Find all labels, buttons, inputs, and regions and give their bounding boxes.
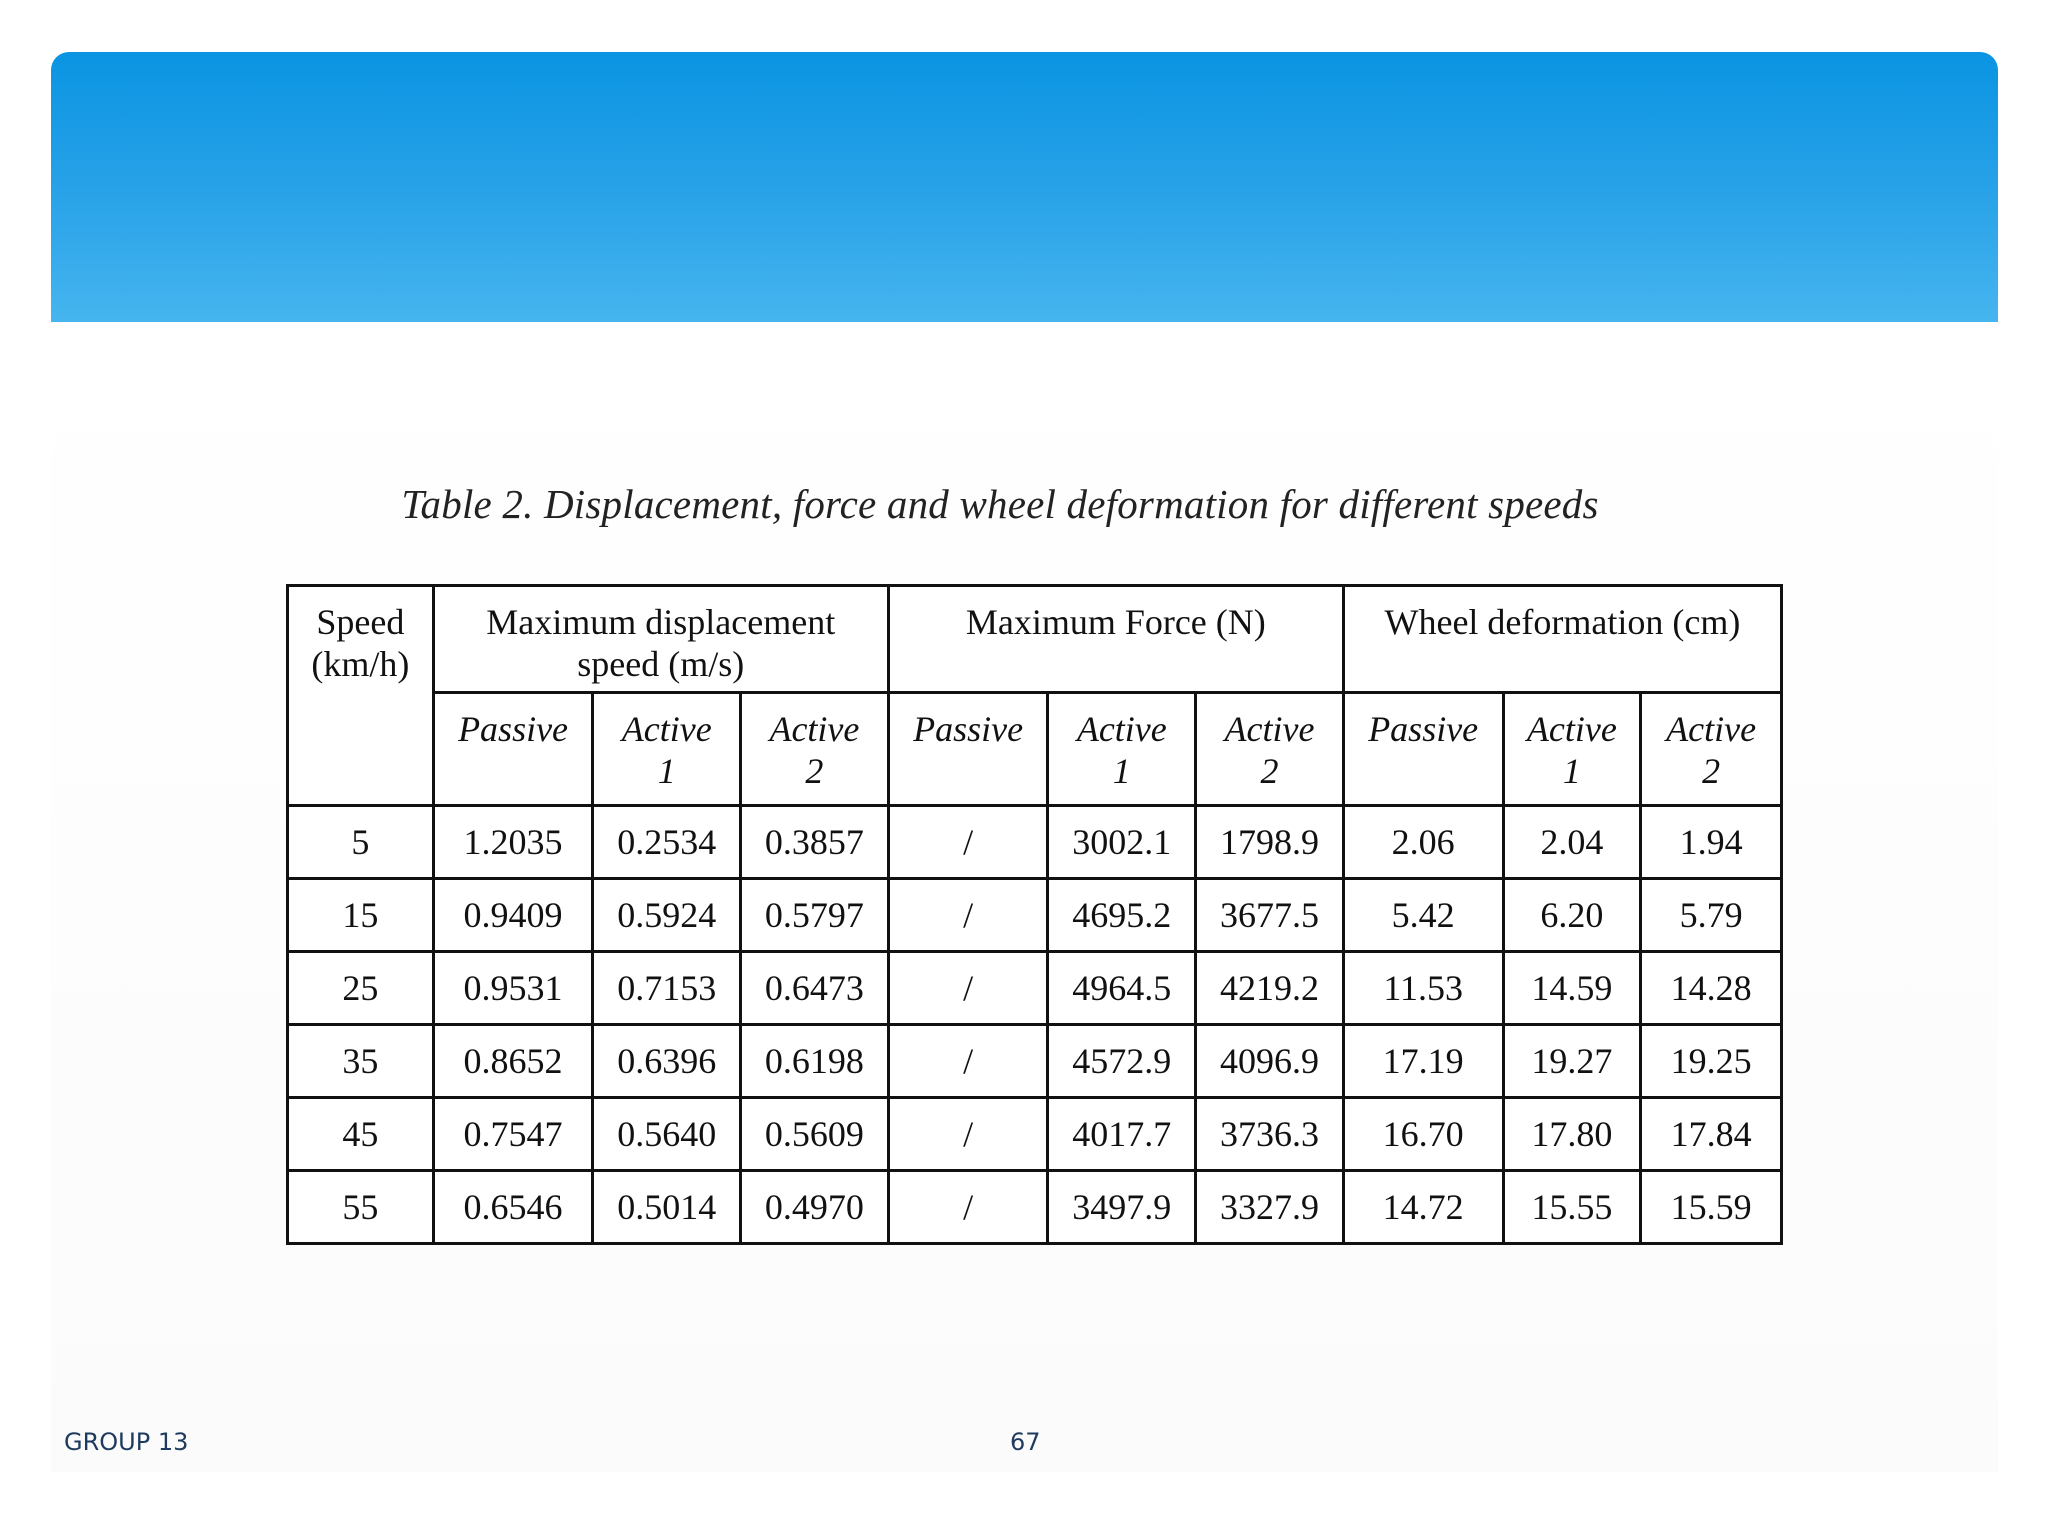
table-cell: 3002.1 — [1048, 806, 1196, 879]
data-table — [286, 584, 1783, 1245]
table-cell: 0.3857 — [741, 806, 889, 879]
table-cell: 0.8652 — [433, 1025, 593, 1098]
table-cell: 0.9409 — [433, 879, 593, 952]
subheader-cell: Active 2 — [1641, 693, 1782, 806]
subheader-cell: Active 1 — [593, 693, 741, 806]
table-cell: 0.6198 — [741, 1025, 889, 1098]
table-cell: 15.59 — [1641, 1171, 1782, 1244]
table-cell: 4219.2 — [1196, 952, 1344, 1025]
table-cell: 1798.9 — [1196, 806, 1344, 879]
page-number: 67 — [1010, 1428, 1041, 1456]
table-cell: 1.94 — [1641, 806, 1782, 879]
table-cell: 4572.9 — [1048, 1025, 1196, 1098]
table-cell: 11.53 — [1343, 952, 1503, 1025]
table-subheader-row — [288, 693, 1782, 806]
table-row — [288, 806, 1782, 879]
table-cell: 0.5924 — [593, 879, 741, 952]
table-caption: Table 2. Displacement, force and wheel deformation for different speeds — [401, 481, 1599, 527]
table-cell: 16.70 — [1343, 1098, 1503, 1171]
table-row — [288, 879, 1782, 952]
table-cell: 4017.7 — [1048, 1098, 1196, 1171]
table-cell: 0.5609 — [741, 1098, 889, 1171]
table-cell: 0.9531 — [433, 952, 593, 1025]
table-cell: 6.20 — [1503, 879, 1641, 952]
table-cell: 19.25 — [1641, 1025, 1782, 1098]
subheader-cell: Active 1 — [1048, 693, 1196, 806]
table-cell: 0.6546 — [433, 1171, 593, 1244]
table-cell: 2.04 — [1503, 806, 1641, 879]
table-cell: 0.6473 — [741, 952, 889, 1025]
table-row — [288, 1171, 1782, 1244]
table-cell: 14.59 — [1503, 952, 1641, 1025]
table-cell: 5.42 — [1343, 879, 1503, 952]
table-row — [288, 1025, 1782, 1098]
table-cell: 17.84 — [1641, 1098, 1782, 1171]
subheader-cell: Passive — [888, 693, 1048, 806]
header-deformation: Wheel deformation (cm) — [1343, 586, 1781, 693]
subheader-cell: Passive — [433, 693, 593, 806]
subheader-cell: Active 2 — [741, 693, 889, 806]
table-cell: 5.79 — [1641, 879, 1782, 952]
table-cell: 3327.9 — [1196, 1171, 1344, 1244]
speed-cell: 15 — [288, 879, 434, 952]
table-cell: / — [888, 1025, 1048, 1098]
table-cell: / — [888, 1171, 1048, 1244]
speed-cell: 35 — [288, 1025, 434, 1098]
slide-header-band — [51, 52, 1998, 322]
table-cell: 2.06 — [1343, 806, 1503, 879]
table-cell: 0.6396 — [593, 1025, 741, 1098]
header-speed: Speed (km/h) — [288, 586, 434, 806]
table-cell: / — [888, 879, 1048, 952]
table-cell: 14.28 — [1641, 952, 1782, 1025]
table-cell: 0.7153 — [593, 952, 741, 1025]
table-row — [288, 1098, 1782, 1171]
subheader-cell: Active 2 — [1196, 693, 1344, 806]
table-cell: 4695.2 — [1048, 879, 1196, 952]
speed-cell: 25 — [288, 952, 434, 1025]
table-cell: 17.19 — [1343, 1025, 1503, 1098]
header-displacement: Maximum displacement speed (m/s) — [433, 586, 888, 693]
table-cell: 0.2534 — [593, 806, 741, 879]
table-cell: / — [888, 1098, 1048, 1171]
table-body — [288, 806, 1782, 1244]
table-cell: 1.2035 — [433, 806, 593, 879]
table-cell: 14.72 — [1343, 1171, 1503, 1244]
table-cell: 3677.5 — [1196, 879, 1344, 952]
table-cell: 0.5797 — [741, 879, 889, 952]
table-cell: 0.5014 — [593, 1171, 741, 1244]
table-cell: 15.55 — [1503, 1171, 1641, 1244]
table-cell: 3736.3 — [1196, 1098, 1344, 1171]
table-cell: / — [888, 952, 1048, 1025]
speed-cell: 45 — [288, 1098, 434, 1171]
table-cell: 0.7547 — [433, 1098, 593, 1171]
table-cell: 3497.9 — [1048, 1171, 1196, 1244]
speed-cell: 55 — [288, 1171, 434, 1244]
table-cell: 4964.5 — [1048, 952, 1196, 1025]
subheader-cell: Active 1 — [1503, 693, 1641, 806]
table-cell: 0.4970 — [741, 1171, 889, 1244]
table-cell: 4096.9 — [1196, 1025, 1344, 1098]
speed-cell: 5 — [288, 806, 434, 879]
subheader-cell: Passive — [1343, 693, 1503, 806]
footer-group-label: GROUP 13 — [64, 1428, 189, 1456]
table-cell: 17.80 — [1503, 1098, 1641, 1171]
table-cell: / — [888, 806, 1048, 879]
table-row — [288, 952, 1782, 1025]
table-cell: 19.27 — [1503, 1025, 1641, 1098]
header-force: Maximum Force (N) — [888, 586, 1343, 693]
table-header-row — [288, 586, 1782, 693]
table-cell: 0.5640 — [593, 1098, 741, 1171]
